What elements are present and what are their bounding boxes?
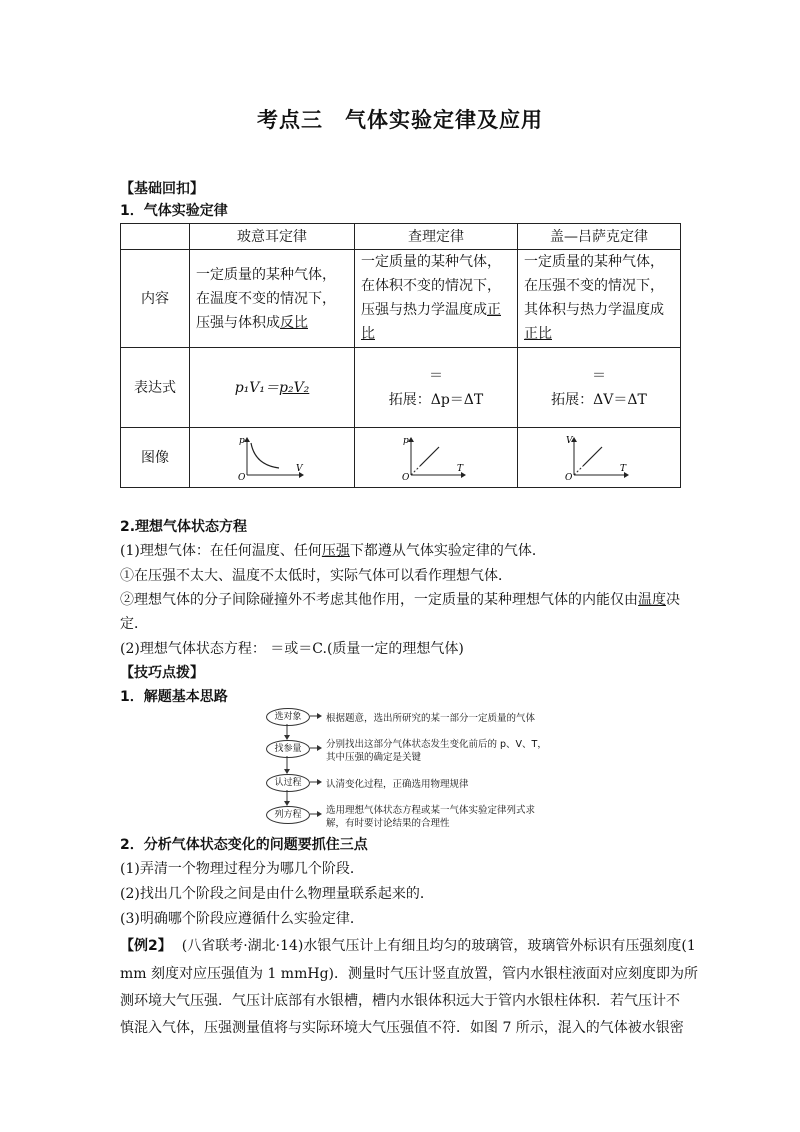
origin-label: O bbox=[565, 472, 573, 481]
page-title: 考点三 气体实验定律及应用 bbox=[257, 108, 543, 132]
equals-sign: ＝ bbox=[429, 367, 443, 384]
row-label: 内容 bbox=[121, 250, 190, 348]
table-header-cell: 盖—吕萨克定律 bbox=[518, 224, 681, 250]
list-item: (2)找出几个阶段之间是由什么物理量联系起来的． bbox=[120, 886, 434, 902]
flow-step-write-equation: 列方程 bbox=[266, 806, 310, 824]
section-heading-basics: 【基础回扣】 bbox=[120, 181, 204, 197]
x-axis-label: V bbox=[296, 463, 303, 474]
subheading-approach: 1．解题基本思路 bbox=[120, 689, 228, 705]
example-line-4: 慎混入气体，压强测量值将与实际环境大气压强值不符．如图 7 所示，混入的气体被水银密 bbox=[120, 1020, 684, 1036]
text-line: 一定质量的某种气体， bbox=[524, 254, 664, 270]
text-fragment: ②理想气体的分子间除碰撞外不考虑其他作用，一定质量的某种理想气体的内能仅由 bbox=[120, 592, 638, 608]
flow-step-identify-process: 认过程 bbox=[266, 774, 310, 792]
flow-note-2a: 分别找出这部分气体状态发生变化前后的 p、V、T， bbox=[326, 739, 547, 750]
flow-note-4b: 解，有时要讨论结果的合理性 bbox=[326, 818, 450, 829]
underlined-answer: 比 bbox=[361, 326, 375, 342]
text-fragment: (八省联考·湖北·14)水银气压计上有细且均匀的玻璃管，玻璃管外标识有压强刻度(1 bbox=[181, 938, 696, 954]
origin-label: O bbox=[402, 472, 410, 481]
subheading-gas-laws: 1．气体实验定律 bbox=[120, 203, 228, 219]
text-fragment: 下都遵从气体实验定律的气体． bbox=[349, 543, 546, 559]
y-axis-label: V bbox=[566, 435, 573, 446]
list-item: (3)明确哪个阶段应遵循什么实验定律． bbox=[120, 911, 364, 927]
table-row-graph bbox=[121, 428, 681, 488]
text-line: 在温度不变的情况下， bbox=[196, 290, 336, 307]
flow-note-3: 认清变化过程，正确选用物理规律 bbox=[326, 779, 469, 790]
formula-fragment: p₁V₁＝ bbox=[234, 379, 279, 396]
example-line-3: 测环境大气压强．气压计底部有水银槽，槽内水银体积远大于管内水银柱体积．若气压计不 bbox=[120, 993, 680, 1009]
text-line: 在体积不变的情况下， bbox=[361, 278, 501, 294]
text-fragment: 压强与热力学温度成 bbox=[361, 302, 487, 318]
table-row-content bbox=[121, 250, 681, 348]
isochore-graph bbox=[401, 435, 471, 481]
row-label: 表达式 bbox=[121, 348, 190, 428]
isotherm-graph bbox=[237, 435, 307, 481]
y-axis-label: p bbox=[403, 435, 409, 446]
origin-label: O bbox=[238, 472, 246, 481]
flow-note-4a: 选用理想气体状态方程或某一气体实验定律列式求 bbox=[326, 805, 536, 816]
example-line-2: mm 刻度对应压强值为 1 mmHg)．测量时气压计竖直放置，管内水银柱液面对应刻度即为所 bbox=[120, 966, 698, 982]
boyle-content-cell bbox=[190, 250, 355, 348]
text-line bbox=[361, 322, 511, 346]
text-fragment: 决 bbox=[666, 592, 680, 608]
text-line: 一定质量的某种气体， bbox=[361, 254, 501, 270]
subheading-ideal-gas-equation: 2.理想气体状态方程 bbox=[120, 519, 248, 535]
subheading-three-points: 2．分析气体状态变化的问题要抓住三点 bbox=[120, 837, 368, 853]
flow-step-select-object: 选对象 bbox=[266, 708, 310, 726]
section-heading-tips: 【技巧点拨】 bbox=[120, 665, 204, 681]
list-item: (1)弄清一个物理过程分为哪几个阶段． bbox=[120, 861, 364, 877]
boyle-graph-cell bbox=[190, 428, 355, 488]
text-line: 在压强不变的情况下， bbox=[524, 278, 664, 294]
paragraph-note-2-cont: 定． bbox=[120, 616, 148, 632]
underlined-answer: 正比 bbox=[524, 326, 552, 342]
charles-expression-cell bbox=[355, 348, 518, 428]
text-line: 其体积与热力学温度成 bbox=[524, 302, 664, 318]
charles-content-cell bbox=[355, 250, 518, 348]
paragraph-ideal-gas bbox=[120, 540, 546, 560]
isobar-graph bbox=[564, 435, 634, 481]
gay-lussac-expression-cell bbox=[518, 348, 681, 428]
x-axis-label: T bbox=[620, 463, 627, 474]
text-line bbox=[196, 311, 348, 335]
underlined-answer: 温度 bbox=[638, 592, 666, 608]
example-line-1 bbox=[120, 935, 696, 955]
gas-laws-table bbox=[120, 223, 681, 488]
equals-sign: ＝ bbox=[592, 367, 606, 384]
underlined-answer: 正 bbox=[487, 302, 501, 318]
x-axis-label: T bbox=[457, 463, 464, 474]
text-line bbox=[361, 298, 511, 322]
extension-formula: 拓展：Δp＝ΔT bbox=[388, 391, 484, 408]
flow-step-find-parameters: 找参量 bbox=[266, 740, 310, 758]
flow-note-2b: 其中压强的确定是关键 bbox=[326, 752, 422, 763]
solution-flowchart bbox=[266, 706, 556, 832]
text-fragment: (1)理想气体：在任何温度、任何 bbox=[120, 543, 322, 559]
underlined-answer: p₂V₂ bbox=[279, 379, 310, 396]
paragraph-state-equation: (2)理想气体状态方程： ＝或＝C.(质量一定的理想气体) bbox=[120, 641, 464, 657]
text-line bbox=[524, 322, 674, 346]
paragraph-note-2 bbox=[120, 589, 680, 609]
underlined-answer: 压强 bbox=[321, 543, 350, 559]
boyle-expression-cell bbox=[190, 348, 355, 428]
text-line: 一定质量的某种气体， bbox=[196, 266, 336, 283]
table-header-cell bbox=[121, 224, 190, 250]
gay-lussac-content-cell bbox=[518, 250, 681, 348]
charles-graph-cell bbox=[355, 428, 518, 488]
table-row-expression bbox=[121, 348, 681, 428]
example-tag: 【例2】 bbox=[120, 938, 172, 954]
table-header-cell: 查理定律 bbox=[355, 224, 518, 250]
paragraph-note-1: ①在压强不太大、温度不太低时，实际气体可以看作理想气体． bbox=[120, 568, 512, 584]
flow-note-1: 根据题意，选出所研究的某一部分一定质量的气体 bbox=[326, 713, 536, 724]
underlined-answer: 反比 bbox=[280, 314, 308, 331]
gay-lussac-graph-cell bbox=[518, 428, 681, 488]
extension-formula: 拓展：ΔV＝ΔT bbox=[551, 391, 647, 408]
text-fragment: 压强与体积成 bbox=[196, 314, 280, 331]
row-label: 图像 bbox=[121, 428, 190, 488]
y-axis-label: p bbox=[239, 435, 245, 446]
table-header-cell: 玻意耳定律 bbox=[190, 224, 355, 250]
table-header-row bbox=[121, 224, 681, 250]
